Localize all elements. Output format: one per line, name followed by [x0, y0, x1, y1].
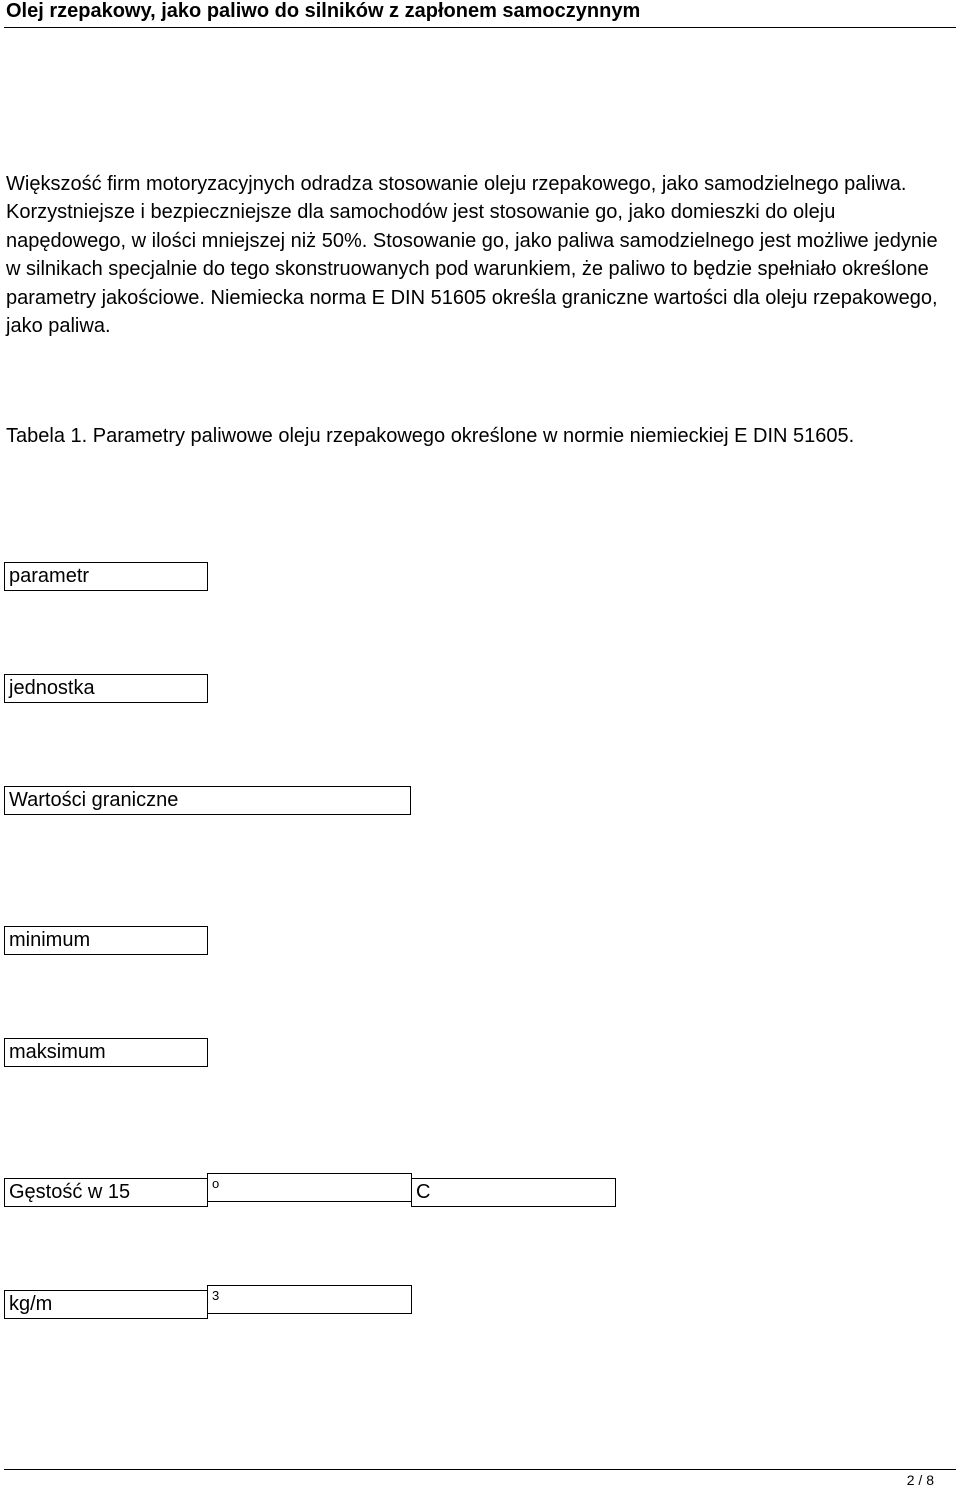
table-header-parametr: parametr	[4, 562, 208, 591]
table-header-jednostka: jednostka	[4, 674, 208, 703]
table-header-minimum: minimum	[4, 926, 208, 955]
table-header-wartosci-graniczne: Wartości graniczne	[4, 786, 411, 815]
table-cell-degree-sign: o	[207, 1173, 412, 1202]
table-cell-celsius: C	[411, 1178, 616, 1207]
table-caption: Tabela 1. Parametry paliwowe oleju rzepakowego określone w normie niemieckiej E DIN 51605.	[6, 425, 855, 447]
table-cell-gestosc-label: Gęstość w 15	[4, 1178, 208, 1207]
header-divider	[4, 27, 956, 28]
body-paragraph: Większość firm motoryzacyjnych odradza stosowanie oleju rzepakowego, jako samodzielnego paliwa. Korzystniejsze i bezpieczniejsze dla samochodów jest stosowanie go, jako domieszki do oleju napędowego, w ilości mniejszej niż 50%. Stosowanie go, jako paliwa samodzielnego jest możliwe jedynie w silnikach specjalnie do tego skonstruowanych pod warunkiem, że paliwo to będzie spełniało określone parametry jakościowe. Niemiecka norma E DIN 51605 określa graniczne wartości dla oleju rzepakowego, jako paliwa.	[6, 173, 938, 338]
table-cell-exponent: 3	[207, 1285, 412, 1314]
table-cell-kg-per-m: kg/m	[4, 1290, 208, 1319]
footer-divider	[4, 1469, 956, 1470]
page-number: 2 / 8	[906, 1472, 934, 1488]
document-title: Olej rzepakowy, jako paliwo do silników z zapłonem samoczynnym	[6, 0, 641, 22]
table-header-maksimum: maksimum	[4, 1038, 208, 1067]
